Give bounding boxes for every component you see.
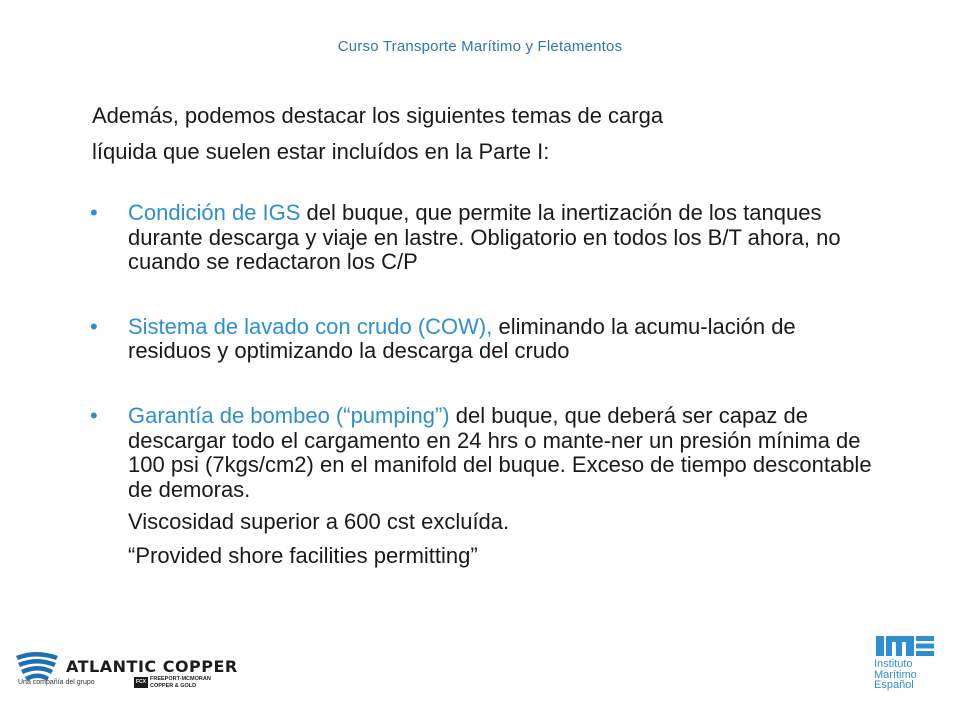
ime-line-2: Marítimo [874,668,917,681]
atlantic-copper-name: ATLANTIC COPPER [66,657,238,676]
bullet-cow [90,315,880,364]
atlantic-copper-logo [14,648,238,692]
ime-text [874,659,917,691]
ime-logo [874,635,940,703]
shore-facilities-note: “Provided shore facilities permitting” [128,542,478,568]
freeport-line-2: COPPER & GOLD [150,683,197,689]
ime-line-3: Español [874,679,914,691]
intro-line-1: Además, podemos destacar los siguientes temas de carga [92,103,664,128]
bullet-pumping [90,404,880,569]
fcx-mark: FCX [134,677,148,688]
viscosity-note: Viscosidad superior a 600 cst excluída. [128,509,510,535]
bullet-dot-icon: • [90,200,98,225]
bullet-text: del buque, que permite la inertización de los tanques durante descarga y viaje en lastre. Obligatorio en todos los B/T ahora, no cuando se redactaron los C/P [128,200,841,275]
bullet-highlight: Sistema de lavado con crudo (COW), [128,313,493,339]
bullet-text: eliminando la acumu-lación de residuos y optimizando la descarga del crudo [128,313,796,364]
ime-line-1: Instituto [874,658,913,670]
freeport-line-1: FREEPORT-MCMORAN [150,676,211,682]
bullet-dot-icon: • [90,402,98,428]
slide-header: Curso Transporte Marítimo y Fletamentos [337,38,623,55]
bullet-highlight: Garantía de bombeo (“pumping”) [128,402,450,428]
ime-mark-icon [874,635,936,657]
intro-line-2: líquida que suelen estar incluídos en la Parte I: [92,139,550,164]
bullet-list [90,201,880,569]
intro-text [92,98,892,170]
bullet-highlight: Condición de IGS [128,200,301,225]
atlantic-copper-tagline: Una compañía del grupo [18,679,95,686]
bullet-igs [90,201,880,275]
bullet-text: del buque, que deberá ser capaz de descargar todo el cargamento en 24 hrs o mante-ner un presión mínima de 100 psi (7kgs/cm2) en el manifold del buque. Exceso de tiempo descontable de demoras. [128,402,872,502]
freeport-text [150,676,211,690]
bullet-dot-icon: • [90,313,98,339]
